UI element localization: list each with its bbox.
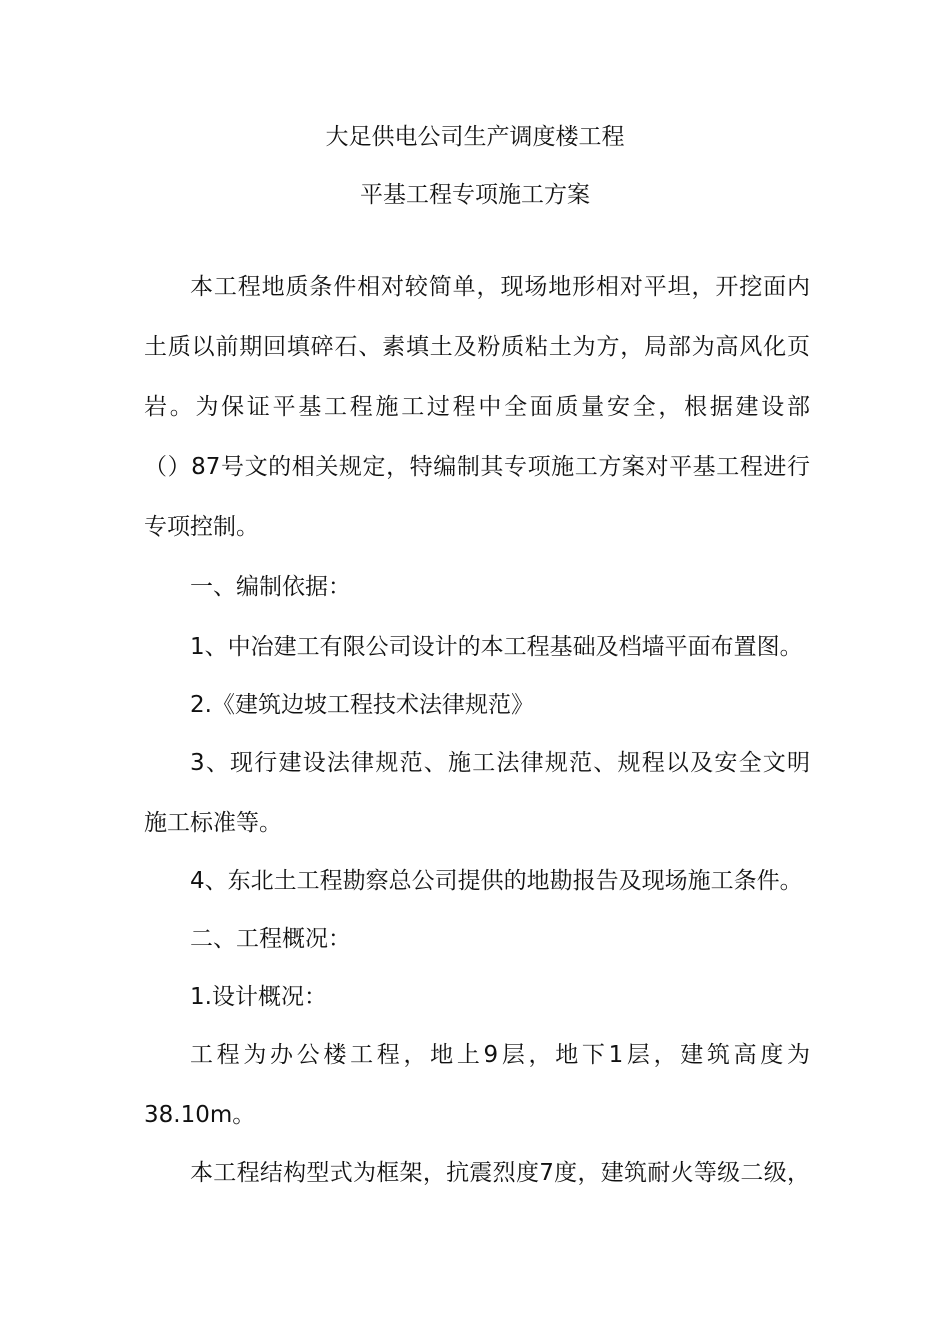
paragraph-line: 本工程地质条件相对较简单，现场地形相对平坦，开挖面内 [190,274,810,300]
paragraph-line: 专项控制。 [144,514,259,540]
paragraph-line: 工程为办公楼工程，地上9层，地下1层，建筑高度为 [190,1042,810,1068]
document-title-line-2: 平基工程专项施工方案 [360,182,590,208]
paragraph-line: 土质以前期回填碎石、素填土及粉质粘土为方，局部为高风化页 [144,334,810,360]
subsection-heading: 1.设计概况： [190,984,327,1010]
list-item: 3、现行建设法律规范、施工法律规范、规程以及安全文明 [190,750,810,776]
paragraph-line: 38.10m。 [144,1102,256,1128]
paragraph-line: 岩。为保证平基工程施工过程中全面质量安全，根据建设部 [144,394,810,420]
section-heading: 一、编制依据： [190,574,351,600]
paragraph-line: （）87号文的相关规定，特编制其专项施工方案对平基工程进行 [144,454,810,480]
list-item-continuation: 施工标准等。 [144,810,282,836]
document-title-line-1: 大足供电公司生产调度楼工程 [325,124,625,150]
list-item: 1、中冶建工有限公司设计的本工程基础及档墙平面布置图。 [190,634,803,660]
list-item: 2.《建筑边坡工程技术法律规范》 [190,692,534,718]
list-item: 4、东北土工程勘察总公司提供的地勘报告及现场施工条件。 [190,868,803,894]
paragraph-line: 本工程结构型式为框架，抗震烈度7度，建筑耐火等级二级， [190,1160,810,1186]
section-heading: 二、工程概况： [190,926,351,952]
